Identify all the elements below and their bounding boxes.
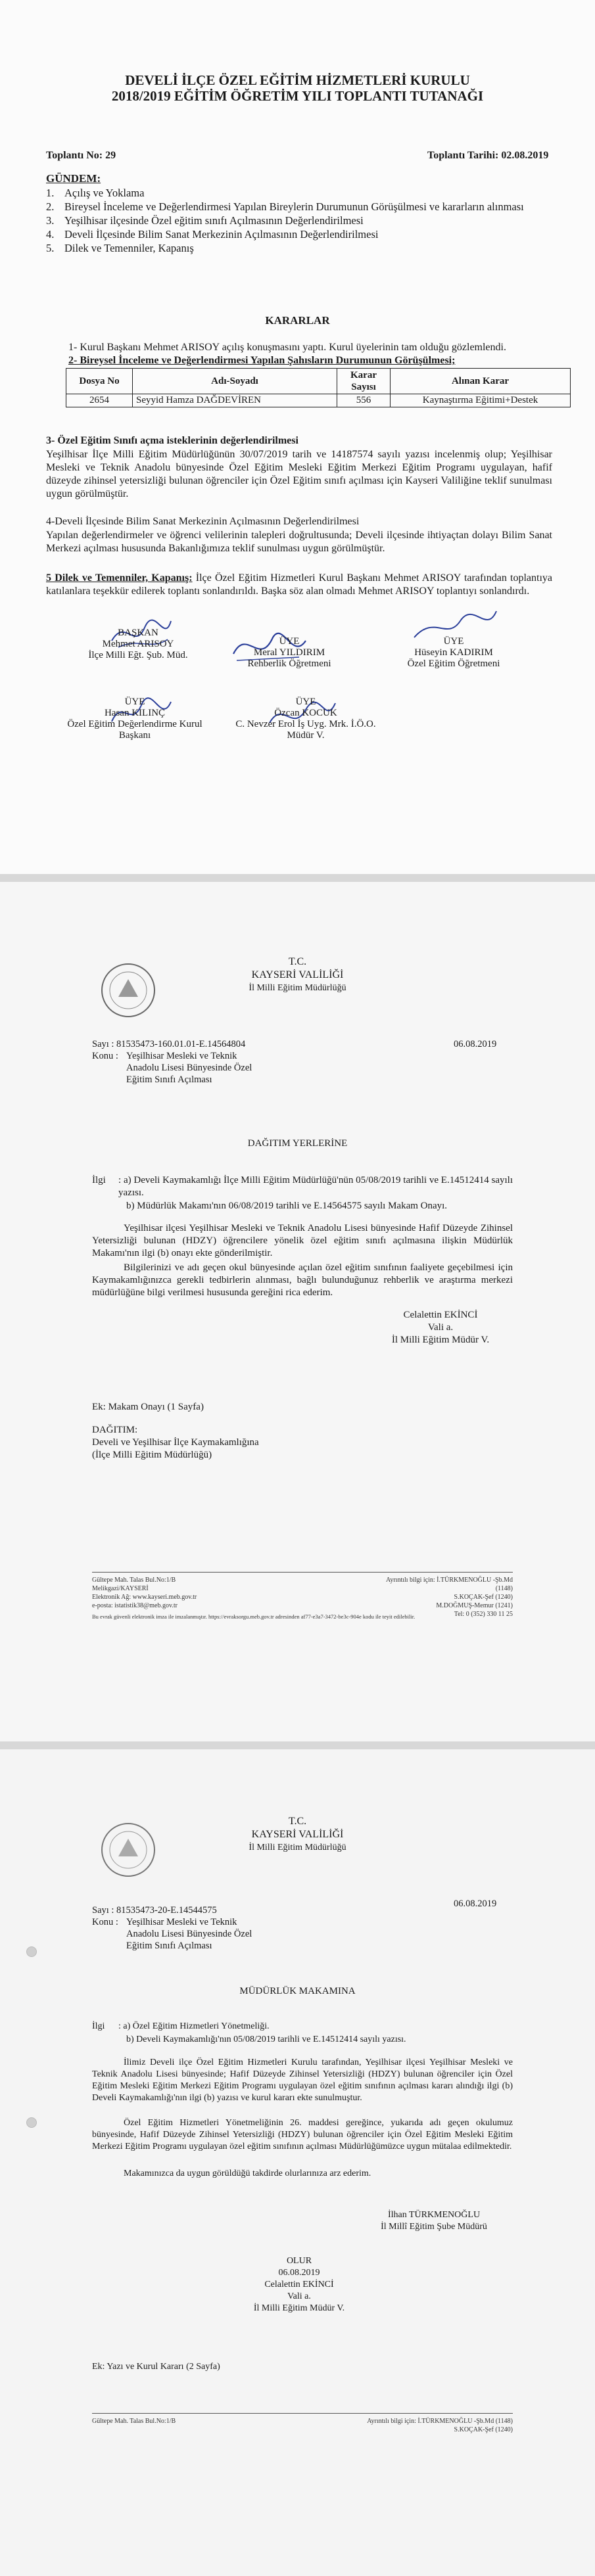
footer-address: Gültepe Mah. Talas Bul.No:1/B xyxy=(92,2418,176,2425)
table-cell: Kaynaştırma Eğitimi+Destek xyxy=(391,394,571,407)
decisions-table xyxy=(66,368,571,407)
signature-chair: BAŞKAN Mehmet ARISOY İlçe Milli Eğt. Şub. Müd. xyxy=(88,628,188,660)
addressee: DAĞITIM YERLERİNE xyxy=(247,1138,348,1149)
item5-text: İlçe Özel Eğitim Hizmetleri Kurul Başkanı Mehmet ARISOY tarafından toplantıya katılanlara teşekkür edilerek toplantı sonlandırıldı. Başka söz alan olmadı Mehmet ARISOY toplantıyı sonlandırdı. xyxy=(46,572,553,597)
org-line-3: İl Milli Eğitim Müdürlüğü xyxy=(249,983,346,993)
letter-number: Sayı : 81535473-160.01.01-E.14564804 xyxy=(92,1039,246,1049)
letter-number: Sayı : 81535473-20-E.14544575 xyxy=(92,1905,217,1916)
agenda-list xyxy=(46,186,559,255)
footer-divider xyxy=(92,1572,513,1573)
page-official-letter xyxy=(0,882,595,1741)
letter-body-2: Özel Eğitim Hizmetleri Yönetmeliğinin 26. maddesi gereğince, yukarıda adı geçen okulumuz bünyesinde, Hafif Düzeyde Zihinsel Yetersizliği (HDZY) bulunan öğrenciler için Özel Eğitim Mesleki Eğitim Merkezi Eğitim Programı uygulayan özel eğitim sınıfının açılması Müdürlüğümüzce uygun mütalaa edilmektedir. xyxy=(92,2118,513,2151)
punch-hole xyxy=(26,1946,37,1957)
page-office-approval xyxy=(0,1749,595,2576)
ref-label: İlgi xyxy=(92,2021,105,2031)
footer-contact: Ayrıntılı bilgi için: İ.TÜRKMENOĞLU -Şb.Md (1148) S.KOÇAK-Şef (1240) xyxy=(367,2418,513,2433)
agenda-item: 1. Açılış ve Yoklama xyxy=(46,187,145,199)
agenda-item: 5. Dilek ve Temenniler, Kapanış xyxy=(46,242,194,254)
column-header: Alınan Karar xyxy=(391,369,571,394)
org-line-1: T.C. xyxy=(288,1816,307,1827)
org-line-2: KAYSERİ VALİLİĞİ xyxy=(251,1829,344,1840)
minutes-title-line1: DEVELİ İLÇE ÖZEL EĞİTİM HİZMETLERİ KURULU xyxy=(125,72,470,88)
letter-body-3: Makamınızca da uygun görüldüğü takdirde olurlarınıza arz ederim. xyxy=(124,2169,371,2178)
letter-body-1: Yeşilhisar ilçesi Yeşilhisar Mesleki ve Teknik Anadolu Lisesi bünyesinde Hafif Düzeyde Zihinsel Yetersizliği bulunan (HDZY) öğrencilere yönelik özel eğitim sınıfı açılmasına ilişkin Müdürlük Makamı'nın ilgi (b) onayı ekte gönderilmiştir. xyxy=(92,1223,513,1258)
signature-member-4: ÜYE Özcan KOCUK C. Nevzer Erol İş Uyg. Mrk. İ.Ö.O. Müdür V. xyxy=(235,697,376,741)
agenda-heading: GÜNDEM: xyxy=(46,172,101,185)
signature-member-3: ÜYE Hasan KILINÇ Özel Eğitim Değerlendirme Kurul Başkanı xyxy=(67,697,202,741)
distribution-2: (İlçe Milli Eğitim Müdürlüğü) xyxy=(92,1450,212,1460)
letter-subject-label: Konu : xyxy=(92,1917,118,1927)
meeting-date: Toplantı Tarihi: 02.08.2019 xyxy=(427,150,549,161)
ref-b: b) Develi Kaymakamlığı'nın 05/08/2019 tarihli ve E.14512414 sayılı yazısı. xyxy=(126,2035,406,2044)
column-header: Adı-Soyadı xyxy=(133,369,337,394)
ref-label: İlgi xyxy=(92,1175,106,1185)
agenda-item: 2. Bireysel İnceleme ve Değerlendirmesi Yapılan Bireylerin Durumunun Görüşülmesi ve kararların alınması xyxy=(46,200,524,213)
item4-text: Yapılan değerlendirmeler ve öğrenci velilerinin talepleri doğrultusunda; Develi ilçesinde ihtiyaçtan dolayı Bilim Sanat Merkezi açılması hususunda Bakanlığımıza teklif sunulması uygun görülmüştür. xyxy=(46,530,552,554)
signature-member-1: ÜYE Meral YILDIRIM Rehberlik Öğretmeni xyxy=(247,636,331,669)
agenda-item: 4. Develi İlçesinde Bilim Sanat Merkezinin Açılmasının Değerlendirilmesi xyxy=(46,228,379,241)
item3-text: Yeşilhisar İlçe Milli Eğitim Müdürlüğünün 30/07/2019 tarih ve 14187574 sayılı yazısı incelenmiş olup; Yeşilhisar Mesleki ve Teknik Anadolu bünyesinde Özel Eğitim Mesleki Eğitim Merkezi Eğitim Programı uygulayan, hafif düzeyde zihinsel yetersizliği bulunan öğrenciler için Özel Eğitim sınıfı açılması için Kayseri Valiliğine teklif sunulması uygun görülmüştür. xyxy=(46,449,552,499)
table-row xyxy=(66,394,571,407)
item5-block xyxy=(46,572,552,598)
meeting-number: Toplantı No: 29 xyxy=(46,150,116,161)
page-meeting-minutes xyxy=(0,0,595,874)
letter-subject: Yeşilhisar Mesleki ve Teknik Anadolu Lisesi Bünyesinde Özel Eğitim Sınıfı Açılması xyxy=(126,1917,252,1951)
ref-b: b) Müdürlük Makamı'nın 06/08/2019 tarihli ve E.14564575 sayılı Makam Onayı. xyxy=(126,1201,448,1211)
org-line-2: KAYSERİ VALİLİĞİ xyxy=(251,969,344,980)
org-line-3: İl Milli Eğitim Müdürlüğü xyxy=(249,1843,346,1852)
column-header: Dosya No xyxy=(66,369,133,394)
punch-hole xyxy=(26,2117,37,2128)
item3-heading: 3- Özel Eğitim Sınıfı açma isteklerinin değerlendirilmesi xyxy=(46,435,298,446)
letter-subject-label: Konu : xyxy=(92,1051,118,1061)
agenda-item: 3. Yeşilhisar ilçesinde Özel eğitim sınıfı Açılmasının Değerlendirilmesi xyxy=(46,214,364,227)
letter-date: 06.08.2019 xyxy=(454,1039,497,1049)
attachment-note: Ek: Yazı ve Kurul Kararı (2 Sayfa) xyxy=(92,2362,220,2372)
footer-divider xyxy=(92,2413,513,2414)
decisions-heading: KARARLAR xyxy=(265,314,330,327)
decision-2: 2- Bireysel İnceleme ve Değerlendirmesi Yapılan Şahısların Durumunun Görüşülmesi; xyxy=(68,355,456,366)
table-cell: Seyyid Hamza DAĞDEVİREN xyxy=(133,394,337,407)
addressee: MÜDÜRLÜK MAKAMINA xyxy=(239,1986,356,1996)
minutes-title-line2: 2018/2019 EĞİTİM ÖĞRETİM YILI TOPLANTI TUTANAĞI xyxy=(111,88,484,104)
decision-1: 1- Kurul Başkanı Mehmet ARISOY açılış konuşmasını yaptı. Kurul üyelerinin tam olduğu gözlemlendi. xyxy=(68,342,506,353)
table-cell: 2654 xyxy=(66,394,133,407)
letter-signer: Celalettin EKİNCİ Vali a. İl Milli Eğitim Müdür V. xyxy=(391,1310,490,1345)
org-line-1: T.C. xyxy=(288,956,307,967)
distribution-1: Develi ve Yeşilhisar İlçe Kaymakamlığına xyxy=(92,1437,259,1448)
letter-date: 06.08.2019 xyxy=(454,1898,497,1909)
ref-a: : a) Özel Eğitim Hizmetleri Yönetmeliği. xyxy=(118,2021,270,2031)
attachment-note: Ek: Makam Onayı (1 Sayfa) xyxy=(92,1402,204,1412)
table-cell: 556 xyxy=(337,394,391,407)
ref-a: : a) Develi Kaymakamlığı İlçe Milli Eğitim Müdürlüğü'nün 05/08/2019 tarihli ve E.14512414 sayılı yazısı. xyxy=(118,1175,513,1198)
signature-member-2: ÜYE Hüseyin KADIRIM Özel Eğitim Öğretmeni xyxy=(407,636,500,669)
letter-subject: Yeşilhisar Mesleki ve Teknik Anadolu Lisesi Bünyesinde Özel Eğitim Sınıfı Açılması xyxy=(126,1051,252,1085)
item4-heading: 4-Develi İlçesinde Bilim Sanat Merkezinin Açılmasının Değerlendirilmesi xyxy=(46,516,360,527)
letter-signer: İlhan TÜRKMENOĞLU İl Millî Eğitim Şube Müdürü xyxy=(381,2210,487,2232)
distribution-label: DAĞITIM: xyxy=(92,1425,138,1435)
letter-body-2: Bilgilerinizi ve adı geçen okul bünyesinde açılan özel eğitim sınıfının faaliyete geçebilmesi için Kaymakamlığınızca gerekli tedbirlerin alınması, bağlı bulunduğunuz rehberlik ve araştırma merkezi müdürlüğüne bilgi verilmesi hususunda gereğini rica ederim. xyxy=(92,1262,513,1298)
footer-address: Gültepe Mah. Talas Bul.No:1/B Melikgazi/KAYSERİ Elektronik Ağ: www.kayseri.meb.gov.tr e-posta: istatistik38@meb.gov.tr xyxy=(92,1576,197,1609)
footer-verification: Bu evrak güvenli elektronik imza ile imzalanmıştır. https://evraksorgu.meb.gov.tr adresinden af77-e3a7-3472-be3c-904e kodu ile teyit edilebilir. xyxy=(92,1613,416,1620)
item5-heading: 5 Dilek ve Temenniler, Kapanış: xyxy=(46,572,193,584)
column-header: Karar Sayısı xyxy=(337,369,391,394)
footer-contact: Ayrıntılı bilgi için: İ.TÜRKMENOĞLU -Şb.Md (1148) S.KOÇAK-Şef (1240) M.DOĞMUŞ-Memur (1241) Tel: 0 (352) 330 11 25 xyxy=(386,1576,513,1618)
approval-block: OLUR 06.08.2019 Celalettin EKİNCİ Vali a. İl Milli Eğitim Müdür V. xyxy=(253,2256,345,2313)
letter-body-1: İlimiz Develi ilçe Özel Eğitim Hizmetleri Kurulu tarafından, Yeşilhisar ilçesi Yeşilhisar Mesleki ve Teknik Anadolu Lisesi bünyesinde; Hafif Düzeyde Zihinsel Yetersizliği (HDZY) bulunan öğrenciler için Özel Eğitim Mesleki Eğitim Merkezi Eğitim Programı uygulayan özel eğitim sınıfının açılması kararı alındığı ilgi (b) Develi Kaymakamlığı'nın ilgi (b) yazısı ve kurul kararı ekte sunulmuştur. xyxy=(92,2058,513,2103)
